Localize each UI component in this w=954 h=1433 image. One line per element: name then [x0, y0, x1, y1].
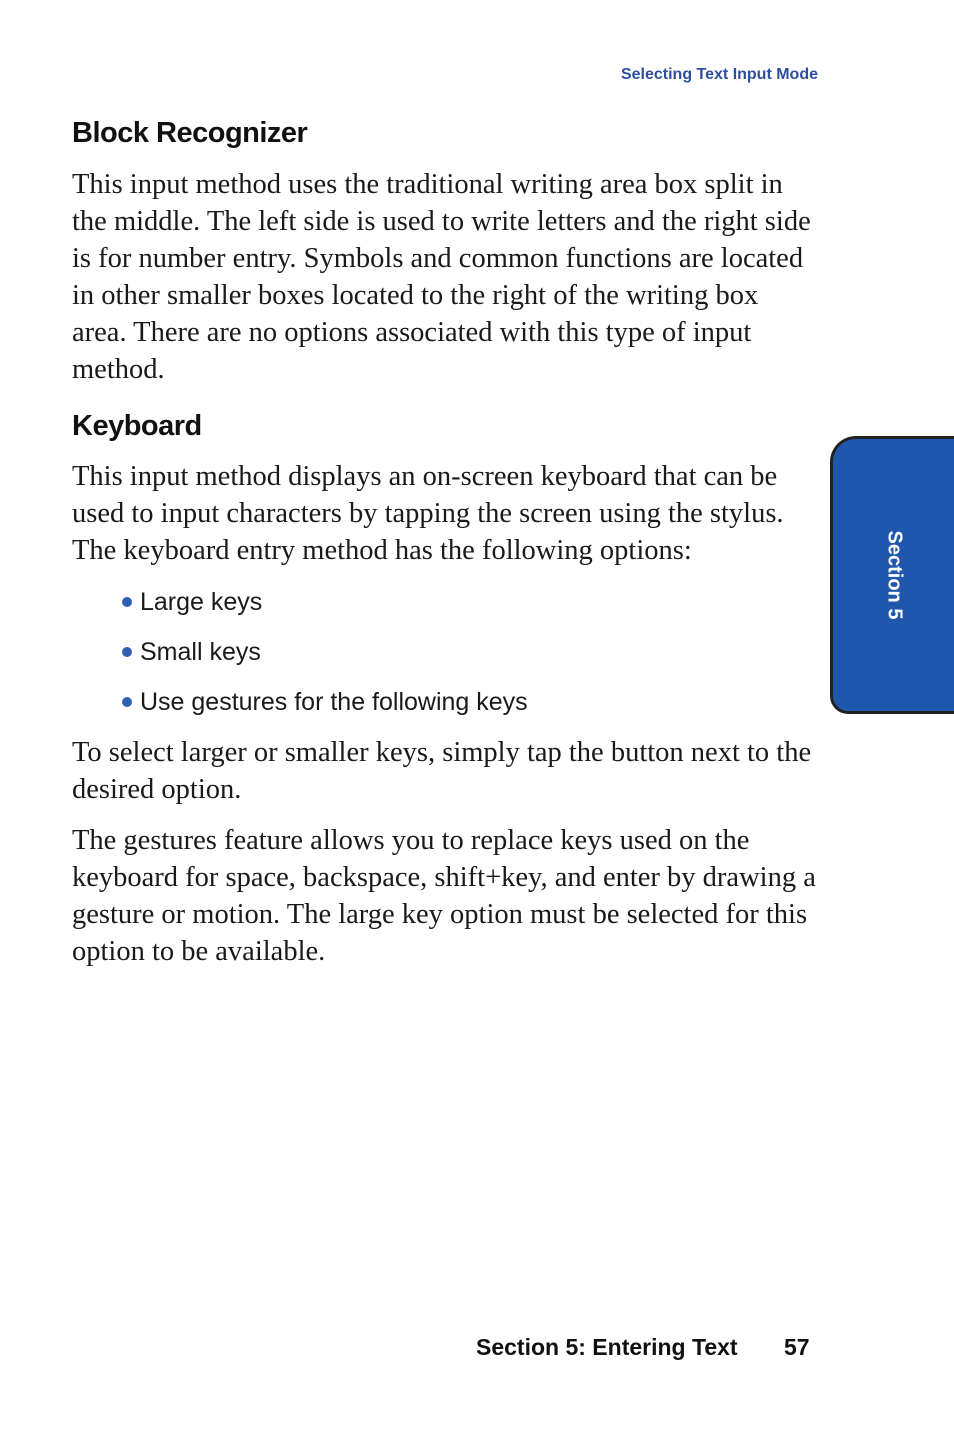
footer-section-title: Section 5: Entering Text — [476, 1334, 738, 1360]
bullet-icon — [122, 697, 132, 707]
page-number: 57 — [784, 1334, 810, 1360]
option-label: Small keys — [140, 638, 261, 666]
section-tab-label: Section 5 — [883, 530, 905, 620]
option-label: Use gestures for the following keys — [140, 688, 528, 716]
paragraph-block-recognizer: This input method uses the traditional writing area box split in the middle. The left side is used to write letters and the right side is for number entry. Symbols and common functions are located in other smaller boxes located to the right of the writing box area. There are no options associated with this type of input method. — [72, 169, 811, 385]
page-content — [72, 112, 817, 970]
list-item — [122, 687, 817, 717]
keyboard-options-list — [72, 587, 817, 717]
bullet-icon — [122, 597, 132, 607]
section-tab — [830, 436, 954, 714]
paragraph-gestures: The gestures feature allows you to replace keys used on the keyboard for space, backspace, shift+key, and enter by drawing a gesture or motion. The large key option must be selected for this option to be available. — [72, 825, 816, 967]
paragraph-keyboard-intro: This input method displays an on-screen keyboard that can be used to input characters by tapping the screen using the stylus. The keyboard entry method has the following options: — [72, 461, 784, 566]
list-item — [122, 637, 817, 667]
option-label: Large keys — [140, 588, 263, 616]
bullet-icon — [122, 647, 132, 657]
paragraph-select-keys: To select larger or smaller keys, simply tap the button next to the desired option. — [72, 737, 812, 805]
running-head: Selecting Text Input Mode — [620, 66, 818, 83]
heading-keyboard: Keyboard — [72, 410, 202, 442]
list-item — [122, 587, 817, 617]
heading-block-recognizer: Block Recognizer — [72, 117, 308, 149]
